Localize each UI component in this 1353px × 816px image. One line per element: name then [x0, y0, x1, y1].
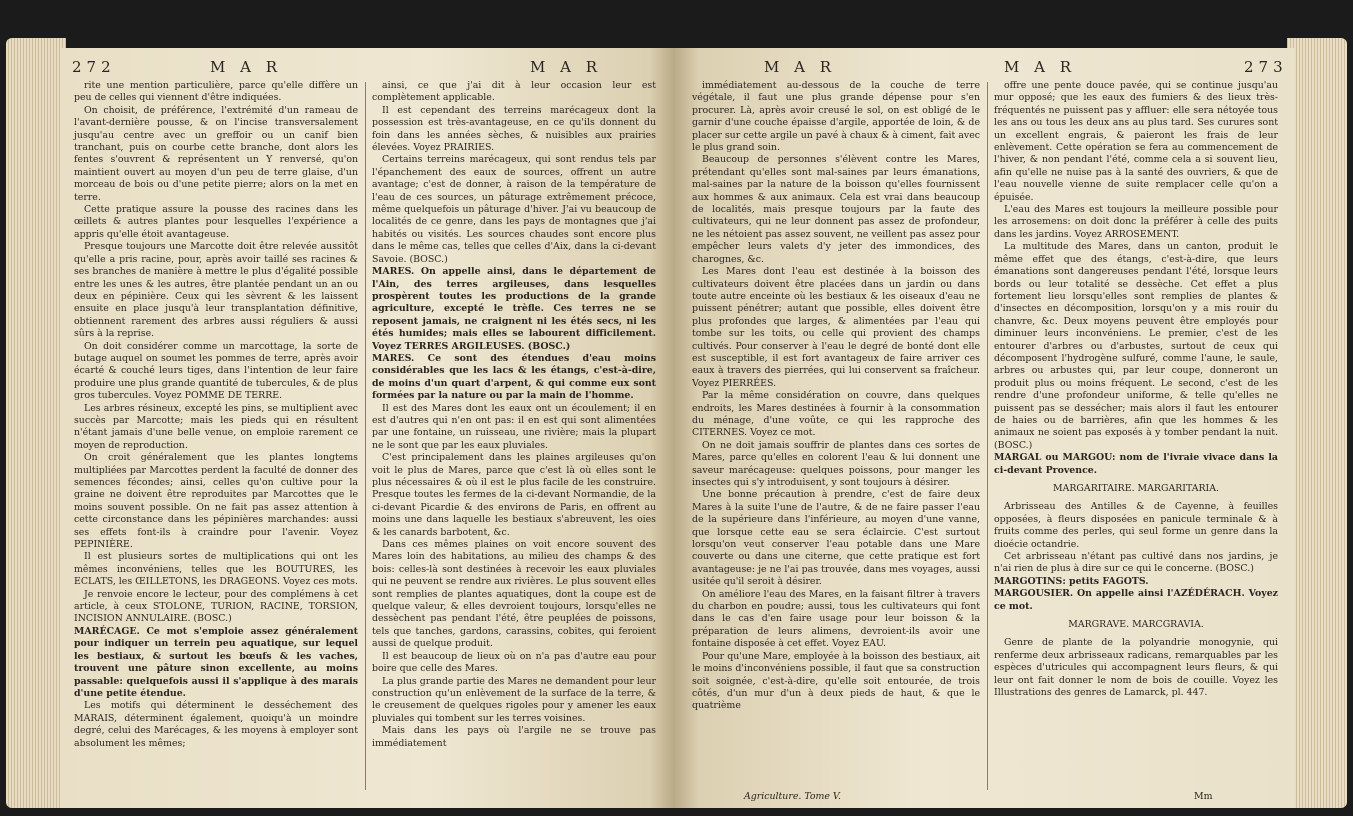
paragraph: Il est beaucoup de lieux où on n'a pas d'autre eau pour boire que celle des Mares.	[372, 650, 656, 675]
paragraph: Il est cependant des terreins marécageux dont la possession est très-avantageuse, en ce qu'ils donnent du foin dans les années sèches, & nuisibles aux prairies élevées. Voyez PRAIRIES.	[372, 104, 656, 154]
left-column-1	[74, 80, 358, 750]
right-column-2	[994, 80, 1278, 700]
paragraph: Pour qu'une Mare, employée à la boisson des bestiaux, ait le moins d'inconvéniens possible, il faut que sa construction soit soignée, c'est-à-dire, qu'elle soit entourée, de trois côtés, d'un mur d'un à deux pieds de haut, & que le quatrième	[692, 650, 980, 712]
paragraph: La multitude des Mares, dans un canton, produit le même effet que des étangs, c'est-à-dire, que leurs émanations sont dangereuses pendant l'été, lorsque leurs bords ou leur totalité se dessèche. Cet effet a plus fortement lieu lorsqu'elles sont remplies de plantes & d'insectes en décomposition, lorsqu'on y a mis rouir du chanvre, &c. Deux moyens peuvent être employés pour diminuer leurs inconvéniens. Le premier, c'est de les entourer d'arbres ou d'arbustes, surtout de ceux qui décomposent l'hydrogène sulfuré, comme l'aune, le saule, arbres ou arbustes qui, par leur coupe, donneront un produit plus ou moins fréquent. Le second, c'est de les rendre d'une profondeur uniforme, & telle qu'elles ne puissent pas se dessécher; mais alors il faut les entourer de haies ou de barrières, afin que les hommes & les animaux ne soient pas exposés à y tomber pendant la nuit. (BOSC.)	[994, 241, 1278, 451]
paragraph: Les Mares dont l'eau est destinée à la boisson des cultivateurs doivent être placées dans un jardin ou dans toute autre enceinte où les bestiaux & les oiseaux d'eau ne puissent pénétrer; autant que possible, elles doivent être plus profondes que larges, & alimentées par l'eau qui tombe sur les toits, ou celle qui provient des champs cultivés. Pour conserver à l'eau le degré de bonté dont elle est susceptible, il est fort avantageux de faire arriver ces eaux à travers des pierrées, qui lui conservent sa fraîcheur. Voyez PIERRÉES.	[692, 266, 980, 389]
paragraph: MARES. Ce sont des étendues d'eau moins considérables que les lacs & les étangs, c'est-à-dire, de moins d'un quart d'arpent, & qui comme eux sont formées par la nature ou par la main de l'homme.	[372, 352, 656, 402]
paragraph: rite une mention particulière, parce qu'elle diffère un peu de celles qui viennent d'être indiquées.	[74, 80, 358, 104]
paragraph: Cette pratique assure la pousse des racines dans les œillets & autres plantes pour lesquelles l'expérience a appris qu'elle étoit avantageuse.	[74, 204, 358, 240]
paragraph: Je renvoie encore le lecteur, pour des complémens à cet article, à ceux STOLONE, TURION, RACINE, TORSION, INCISION ANNULAIRE. (BOSC.)	[74, 588, 358, 625]
paragraph: Il est des Mares dont les eaux ont un écoulement; il en est d'autres qui n'en ont pas: il en est qui sont alimentées par une fontaine, un ruisseau, une rivière; mais la plupart ne le sont que par les eaux pluviales.	[372, 402, 656, 451]
paragraph: On ne doit jamais souffrir de plantes dans ces sortes de Mares, parce qu'elles en colorent l'eau & lui donnent une saveur marécageuse: quelques poissons, pour manger les insectes qui s'y introduisent, y sont toujours à désirer.	[692, 439, 980, 488]
right-page	[674, 48, 1294, 808]
page-edges-left	[6, 38, 66, 808]
paragraph: On améliore l'eau des Mares, en la faisant filtrer à travers du charbon en poudre; aussi, tous les cultivateurs qui font dans le cas d'en faire usage pour leur boisson & la préparation de leurs alimens, devroient-ils avoir une fontaine disposée à cet effet. Voyez EAU.	[692, 588, 980, 650]
paragraph: Genre de plante de la polyandrie monogynie, qui renferme deux arbrisseaux radicans, remarquables par les espèces d'utricules qui accompagnent leurs fleurs, & qui leur ont fait donner le nom de bois de couille. Voyez les Illustrations des genres de Lamarck, pl. 447.	[994, 637, 1278, 699]
open-book	[6, 8, 1347, 808]
page-edges-right	[1287, 38, 1347, 808]
paragraph: Par la même considération on couvre, dans quelques endroits, les Mares destinées à fournir à la consommation du ménage, d'une voûte, ce qui les rapproche des CITERNES. Voyez ce mot.	[692, 390, 980, 439]
paragraph: La plus grande partie des Mares ne demandent pour leur construction qu'un enlèvement de la surface de la terre, & le creusement de quelques rigoles pour y amener les eaux pluviales qui tombent sur les terres voisines.	[372, 675, 656, 724]
paragraph: MARES. On appelle ainsi, dans le département de l'Ain, des terres argileuses, dans lesquelles prospèrent toutes les productions de la grande agriculture, excepté le trèfle. Ces terres ne se reposent jamais, ne craignent ni les étés secs, ni les étés humides; mais elles se labourent difficilement. Voyez TERRES ARGILEUSES. (BOSC.)	[372, 266, 656, 352]
paragraph: MARGAL ou MARGOU: nom de l'ivraie vivace dans la ci-devant Provence.	[994, 452, 1278, 476]
paragraph: MARGARITAIRE. MARGARITARIA.	[1053, 483, 1219, 494]
paragraph: MARÉCAGE. Ce mot s'emploie assez généralement pour indiquer un terrein peu aquatique, sur lequel les bestiaux, & surtout les bœufs & les vaches, trouvent une pâture sinon excellente, au moins passable: quelquefois aussi il s'applique à des marais d'une petite étendue.	[74, 625, 358, 699]
left-page-number: 272	[72, 58, 116, 76]
right-page-number: 273	[1244, 58, 1288, 76]
paragraph: Presque toujours une Marcotte doit être relevée aussitôt qu'elle a pris racine, pour, après avoir taillé ses racines & ses branches de manière à mettre le plus d'égalité possible entre les unes & les autres, être plantée pendant un an ou deux en pépinière. Ceux qui les sèvrent & les laissent ensuite en place jusqu'à leur transplantation définitive, obtiennent rarement des arbres aussi réguliers & aussi sûrs à la reprise.	[74, 241, 358, 340]
left-page	[60, 48, 674, 808]
signature-mark: Mm	[1194, 791, 1213, 802]
left-running-head-2: M A R	[530, 58, 603, 76]
paragraph: Les arbres résineux, excepté les pins, se multiplient avec succès par Marcotte; mais les pieds qui en résultent n'étant jamais d'une belle venue, on emploie rarement ce moyen de reproduction.	[74, 402, 358, 451]
paragraph: Les motifs qui déterminent le desséchement des MARAIS, déterminent également, quoiqu'à un moindre degré, celui des Marécages, & les moyens à employer sont absolument les mêmes;	[74, 700, 358, 749]
paragraph: C'est principalement dans les plaines argileuses qu'on voit le plus de Mares, parce que c'est là où elles sont le plus nécessaires & où il est le plus facile de les construire. Presque toutes les fermes de la ci-devant Normandie, de la ci-devant Picardie & des environs de Paris, en offrent au moins une dans laquelle les bestiaux s'abreuvent, les oies & les canards barbotent, &c.	[372, 452, 656, 538]
paragraph: Cet arbrisseau n'étant pas cultivé dans nos jardins, je n'ai rien de plus à dire sur ce qui le concerne. (BOSC.)	[994, 551, 1278, 575]
paragraph: On croit généralement que les plantes longtems multipliées par Marcottes perdent la faculté de donner des semences fécondes; ainsi, celles qu'on cultive pour la graine ne doivent être reproduites par Marcottes que le moins souvent possible. On ne fait pas assez attention à cette circonstance dans les pépinières marchandes: aussi ses effets font-ils à craindre pour l'avenir. Voyez PEPINIÈRE.	[74, 452, 358, 551]
paragraph: Dans ces mêmes plaines on voit encore souvent des Mares loin des habitations, au milieu des champs & des bois: celles-là sont destinées à recevoir les eaux pluviales qui ne peuvent se rendre aux rivières. Le plus souvent elles sont remplies de plantes aquatiques, dont la coupe est de quelque valeur, & elles devroient toujours, lorsqu'elles ne dessèchent pas pendant l'été, être peuplées de poissons, tels que tanches, gardons, carassins, cobites, qui feroient aussi de quelque produit.	[372, 539, 656, 650]
paragraph: MARGRAVE. MARCGRAVIA.	[1068, 619, 1204, 631]
paragraph: On choisit, de préférence, l'extrémité d'un rameau de l'avant-dernière pousse, & on l'incise transversalement jusqu'au centre avec un greffoir ou un canif bien tranchant, puis on courbe cette branche, dont alors les fentes s'ouvrent & représentent un Y renversé, qu'on maintient ouvert au moyen d'un peu de terre glaise, d'un morceau de bois ou d'une petite pierre; alors on la met en terre.	[74, 104, 358, 203]
left-column-2	[372, 80, 656, 750]
paragraph: Certains terreins marécageux, qui sont rendus tels par l'épanchement des eaux de sources, offrent un autre avantage; c'est de donner, à raison de la température de l'eau de ces sources, un pâturage extrêmement précoce, même quelquefois un pâturage d'hiver. J'ai vu beaucoup de localités de ce genre, dans les pays de montagnes que j'ai habités ou visités. Les sources chaudes sont encore plus dans le même cas, telles que celles d'Aix, dans la ci-devant Savoie. (BOSC.)	[372, 154, 656, 265]
paragraph: offre une pente douce pavée, qui se continue jusqu'au mur opposé; que les eaux des fumiers & des lieux très-fréquentés ne puissent pas y affluer: elle sera nétoyée tous les ans ou tous les deux ans au plus tard. Ses curures sont un excellent engrais, & paieront les frais de leur enlèvement. Cette opération se fera au commencement de l'hiver, & non pendant l'été, comme cela a si souvent lieu, afin qu'elle ne nuise pas à la santé des ouvriers, & que de l'eau nouvelle vienne de suite remplacer celle qu'on a épuisée.	[994, 80, 1278, 203]
page-footer: Agriculture. Tome V.	[744, 791, 842, 802]
column-rule	[987, 82, 988, 790]
paragraph: Mais dans les pays où l'argile ne se trouve pas immédiatement	[372, 725, 656, 749]
paragraph: MARGOUSIER. On appelle ainsi l'AZÉDÉRACH. Voyez ce mot.	[994, 588, 1278, 612]
right-running-head: M A R	[764, 58, 837, 76]
right-running-head-2: M A R	[1004, 58, 1077, 76]
left-running-header	[60, 58, 674, 80]
paragraph: MARGOTINS: petits FAGOTS.	[994, 575, 1149, 587]
right-running-header	[674, 58, 1294, 80]
paragraph: L'eau des Mares est toujours la meilleure possible pour les arrosemens: on doit donc la préférer à celle des puits dans les jardins. Voyez ARROSEMENT.	[994, 204, 1278, 240]
paragraph: Arbrisseau des Antilles & de Cayenne, à feuilles opposées, à fleurs disposées en panicule terminale & à fruits comme des perles, qui seul forme un genre dans la dioécie octandrie.	[994, 501, 1278, 550]
paragraph: immédiatement au-dessous de la couche de terre végétale, il faut une plus grande dépense pour s'en procurer. Là, après avoir creusé le sol, on est obligé de le garnir d'une couche épaisse d'argile, apportée de loin, & de placer sur cette argile un pavé à chaux & à ciment, fait avec le plus grand soin.	[692, 80, 980, 154]
paragraph: On doit considérer comme un marcottage, la sorte de butage auquel on soumet les pommes de terre, après avoir écarté & couché leurs tiges, dans l'intention de leur faire produire une plus grande quantité de tubercules, & de plus gros tubercules. Voyez POMME DE TERRE.	[74, 340, 358, 402]
left-running-head: M A R	[210, 58, 283, 76]
paragraph: Une bonne précaution à prendre, c'est de faire deux Mares à la suite l'une de l'autre, & de ne faire passer l'eau de la supérieure dans l'inférieure, au moyen d'une vanne, que lorsque cette eau se sera éclaircie. C'est surtout lorsqu'on veut conserver l'eau potable dans une Mare couverte ou dans une citerne, que cette pratique est fort avantageuse: je ne l'ai pas trouvée, dans mes voyages, aussi usitée qu'il seroit à désirer.	[692, 489, 980, 588]
right-column-1	[692, 80, 980, 713]
paragraph: Il est plusieurs sortes de multiplications qui ont les mêmes inconvéniens, telles que les BOUTURES, les ECLATS, les ŒILLETONS, les DRAGEONS. Voyez ces mots.	[74, 551, 358, 588]
column-rule	[365, 82, 366, 790]
paragraph: ainsi, ce que j'ai dit à leur occasion leur est complètement applicable.	[372, 80, 656, 104]
paragraph: Beaucoup de personnes s'élèvent contre les Mares, prétendant qu'elles sont mal-saines par leurs émanations, mal-saines par la nature de la boisson qu'elles fournissent aux hommes & aux animaux. Cela est vrai dans beaucoup de localités, mais presque toujours par la faute des cultivateurs, qui ne leur donnent pas assez de profondeur, ne les nétoient pas assez souvent, ne veillent pas assez pour empêcher leurs valets d'y jeter des immondices, des charognes, &c.	[692, 154, 980, 265]
